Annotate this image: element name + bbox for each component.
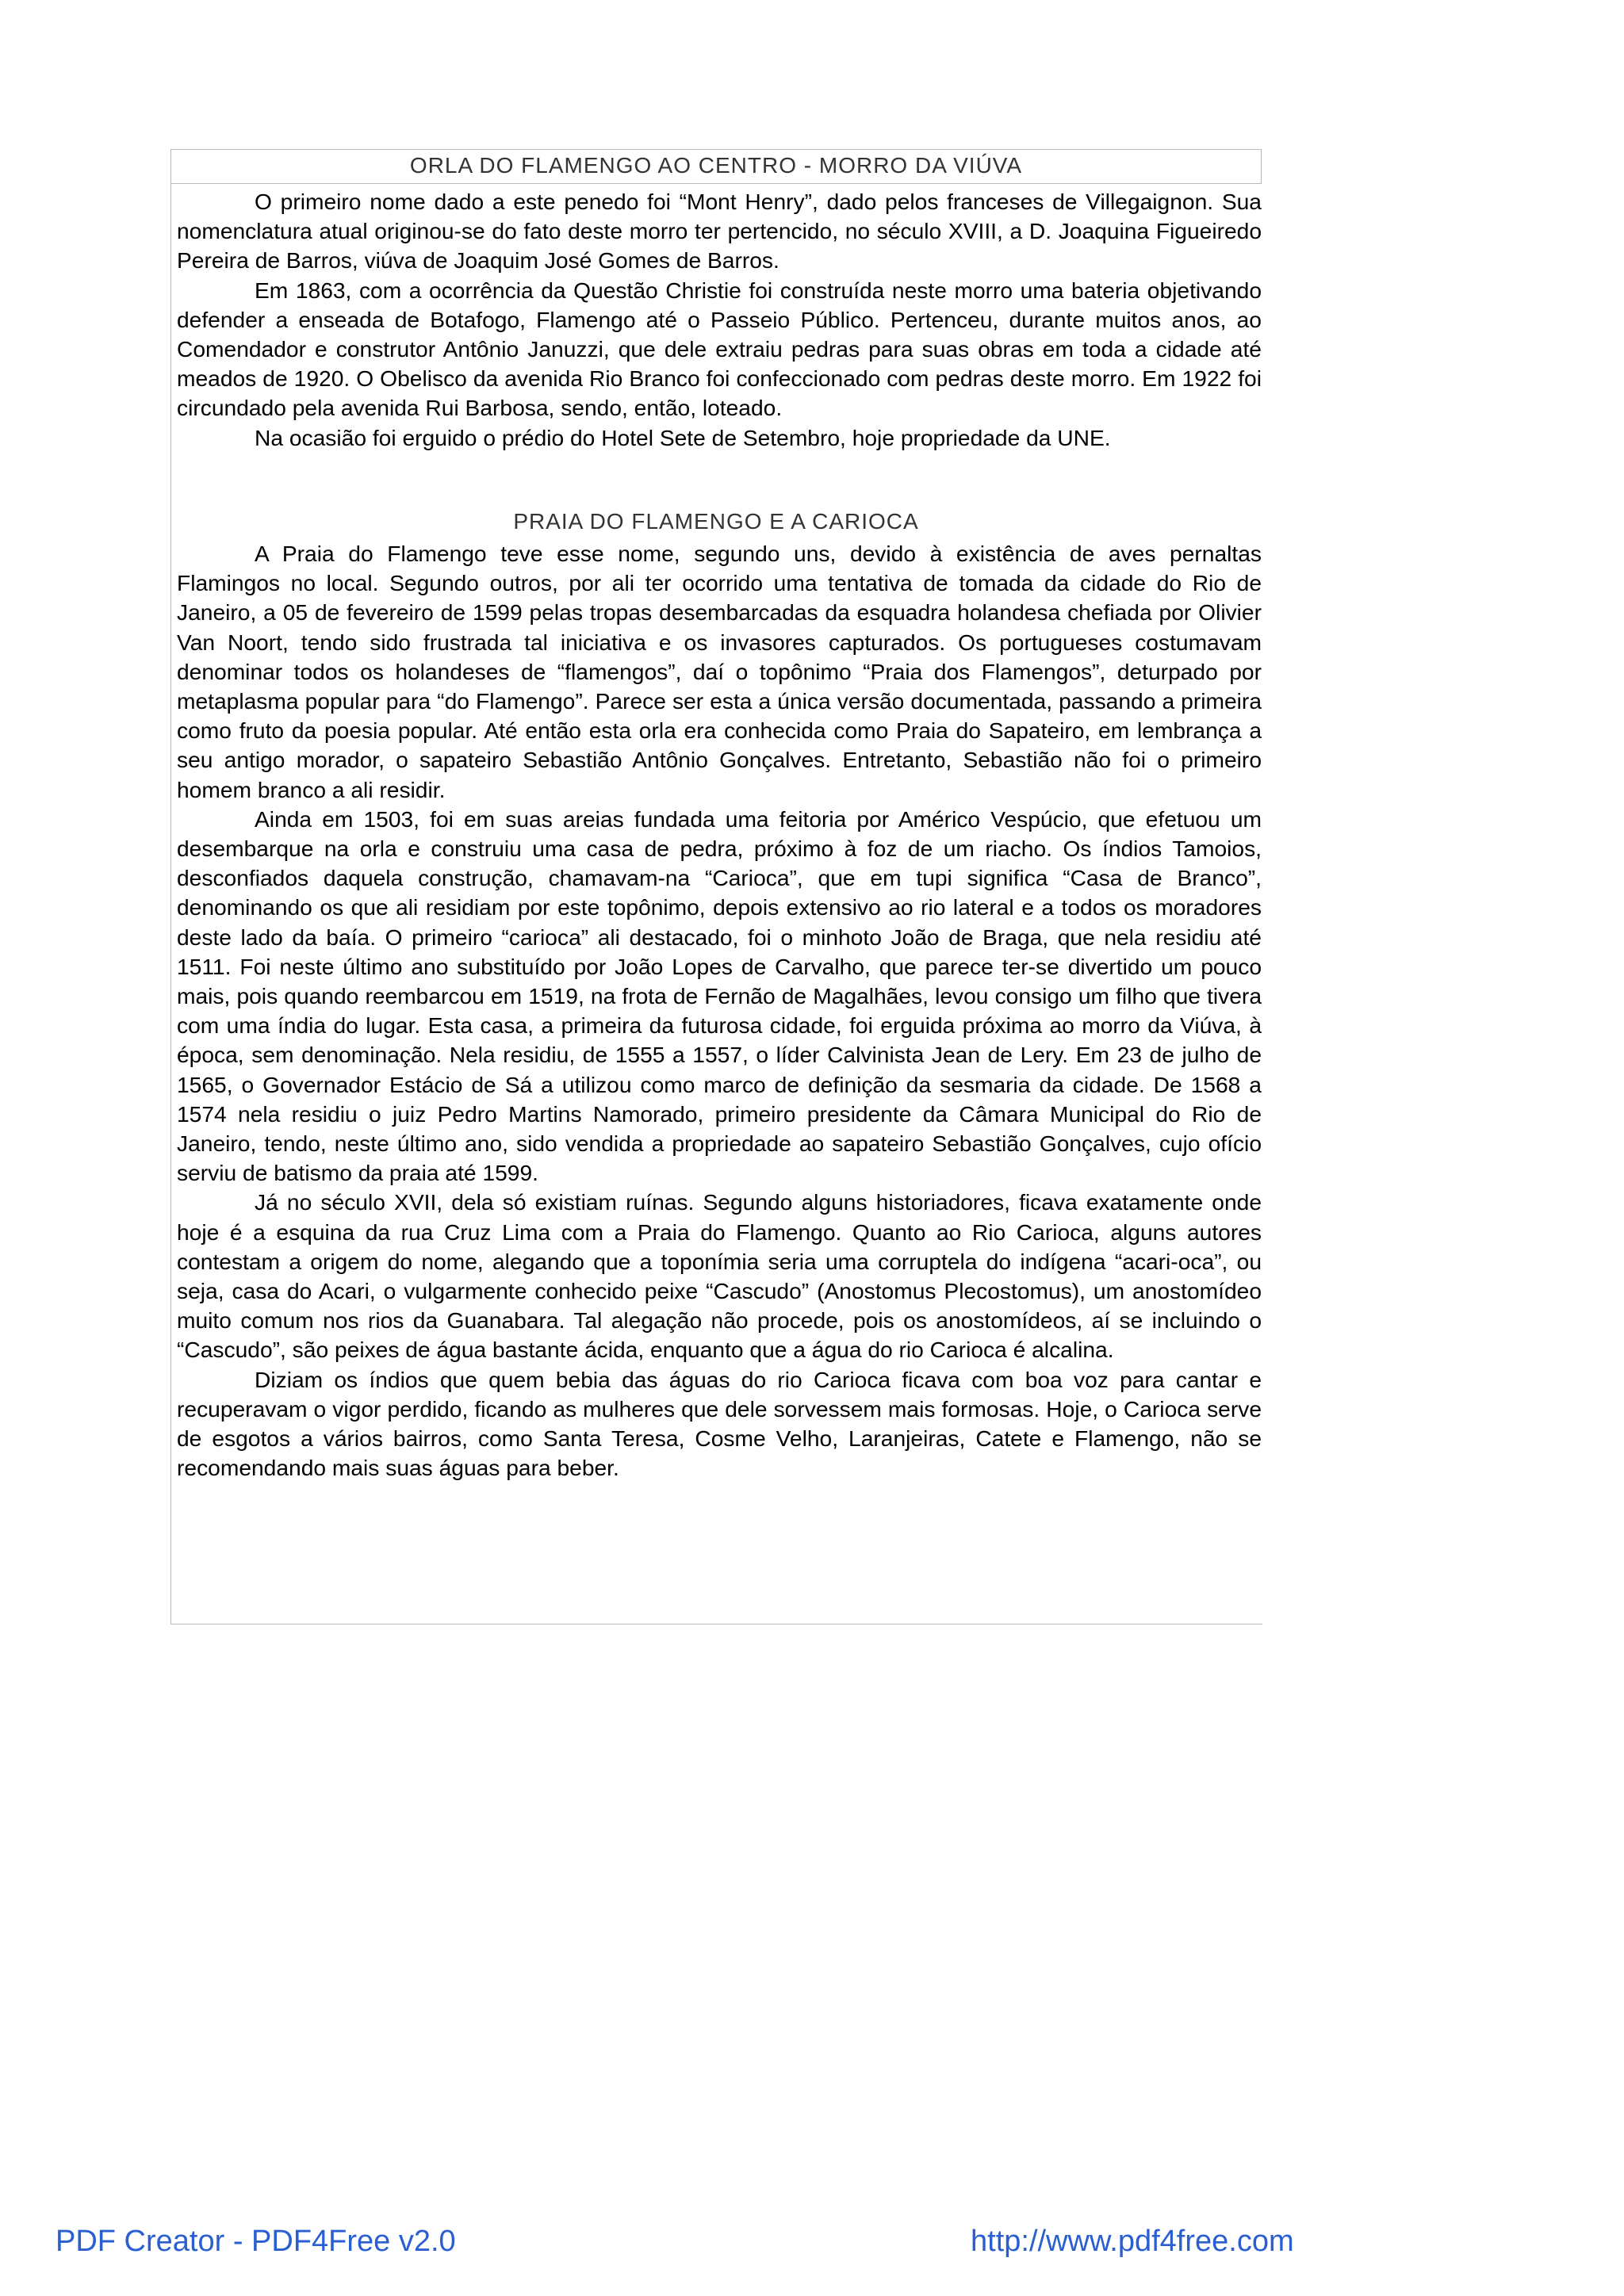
section-title-praia-do-flamengo: PRAIA DO FLAMENGO E A CARIOCA [513,509,919,534]
paragraph: Já no século XVII, dela só existiam ruínas. Segundo alguns historiadores, ficava exatamente onde hoje é a esquina da rua Cruz Lima com a Praia do Flamengo. Quanto ao Rio Carioca, alguns autores contestam a origem do nome, alegando que a toponímia seria uma corruptela do indígena “acari-oca”, ou seja, casa do Acari, o vulgarmente conhecido peixe “Cascudo” (Anostomus Plecostomus), um anostomídeo muito comum nos rios da Guanabara. Tal alegação não procede, pois os anostomídeos, aí se incluindo o “Cascudo”, são peixes de água bastante ácida, enquanto que a água do rio Carioca é alcalina. [177,1189,1262,1363]
paragraph: Na ocasião foi erguido o prédio do Hotel Sete de Setembro, hoje propriedade da UNE. [255,424,1111,450]
footer-url-link[interactable]: http://www.pdf4free.com [971,2225,1294,2258]
paragraph: O primeiro nome dado a este penedo foi “Mont Henry”, dado pelos franceses de Villegaignon. Sua nomenclatura atual originou-se do fato deste morro ter pertencido, no século XVIII, a D. Joaquina Figueiredo Pereira de Barros, viúva de Joaquim José Gomes de Barros. [177,189,1262,274]
paragraph: Diziam os índios que quem bebia das águas do rio Carioca ficava com boa voz para cantar e recuperavam o vigor perdido, ficando as mulheres que dele sorvessem mais formosas. Hoje, o Carioca serve de esgotos a vários bairros, como Santa Teresa, Cosme Velho, Laranjeiras, Catete e Flamengo, não se recomendando mais suas águas para beber. [177,1366,1262,1481]
footer-creator-label: PDF Creator - PDF4Free v2.0 [56,2225,456,2258]
section-body-praia-do-flamengo [177,539,1262,1483]
section-title-morro-da-viuva: ORLA DO FLAMENGO AO CENTRO - MORRO DA VIÚVA [409,153,1023,178]
section-body-morro-da-viuva [177,187,1262,453]
paragraph: Em 1863, com a ocorrência da Questão Christie foi construída neste morro uma bateria objetivando defender a enseada de Botafogo, Flamengo até o Passeio Público. Pertenceu, durante muitos anos, ao Comendador e construtor Antônio Januzzi, que dele extraiu pedras para suas obras em toda a cidade até meados de 1920. O Obelisco da avenida Rio Branco foi confeccionado com pedras deste morro. Em 1922 foi circundado pela avenida Rui Barbosa, sendo, então, loteado. [177,277,1262,421]
paragraph: Ainda em 1503, foi em suas areias fundada uma feitoria por Américo Vespúcio, que efetuou um desembarque na orla e construiu uma casa de pedra, próximo à foz de um riacho. Os índios Tamoios, desconfiados daquela construção, chamavam-na “Carioca”, que em tupi significa “Casa de Branco”, denominando os que ali residiam por este topônimo, depois extensivo ao rio lateral e a todos os moradores deste lado da baía. O primeiro “carioca” ali destacado, foi o minhoto João de Braga, que nela residiu até 1511. Foi neste último ano substituído por João Lopes de Carvalho, que parece ter-se divertido um pouco mais, pois quando reembarcou em 1519, na frota de Fernão de Magalhães, levou consigo um filho que tivera com uma índia do lugar. Esta casa, a primeira da futurosa cidade, foi erguida próxima ao morro da Viúva, à época, sem denominação. Nela residiu, de 1555 a 1557, o líder Calvinista Jean de Lery. Em 23 de julho de 1565, o Governador Estácio de Sá a utilizou como marco de definição da sesmaria da cidade. De 1568 a 1574 nela residiu o juiz Pedro Martins Namorado, primeiro presidente da Câmara Municipal do Rio de Janeiro, tendo, neste último ano, sido vendida a propriedade ao sapateiro Sebastião Gonçalves, cujo ofício serviu de batismo da praia até 1599. [177,806,1262,1186]
paragraph: A Praia do Flamengo teve esse nome, segundo uns, devido à existência de aves pernaltas Flamingos no local. Segundo outros, por ali ter ocorrido uma tentativa de tomada da cidade do Rio de Janeiro, a 05 de fevereiro de 1599 pelas tropas desembarcadas da esquadra holandesa chefiada por Olivier Van Noort, tendo sido frustrada tal iniciativa e os invasores capturados. Os portugueses costumavam denominar todos os holandeses de “flamengos”, daí o topônimo “Praia dos Flamengos”, deturpado por metaplasma popular para “do Flamengo”. Parece ser esta a única versão documentada, passando a primeira como fruto da poesia popular. Até então esta orla era conhecida como Praia do Sapateiro, em lembrança a seu antigo morador, o sapateiro Sebastião Antônio Gonçalves. Entretanto, Sebastião não foi o primeiro homem branco a ali residir. [177,541,1262,802]
